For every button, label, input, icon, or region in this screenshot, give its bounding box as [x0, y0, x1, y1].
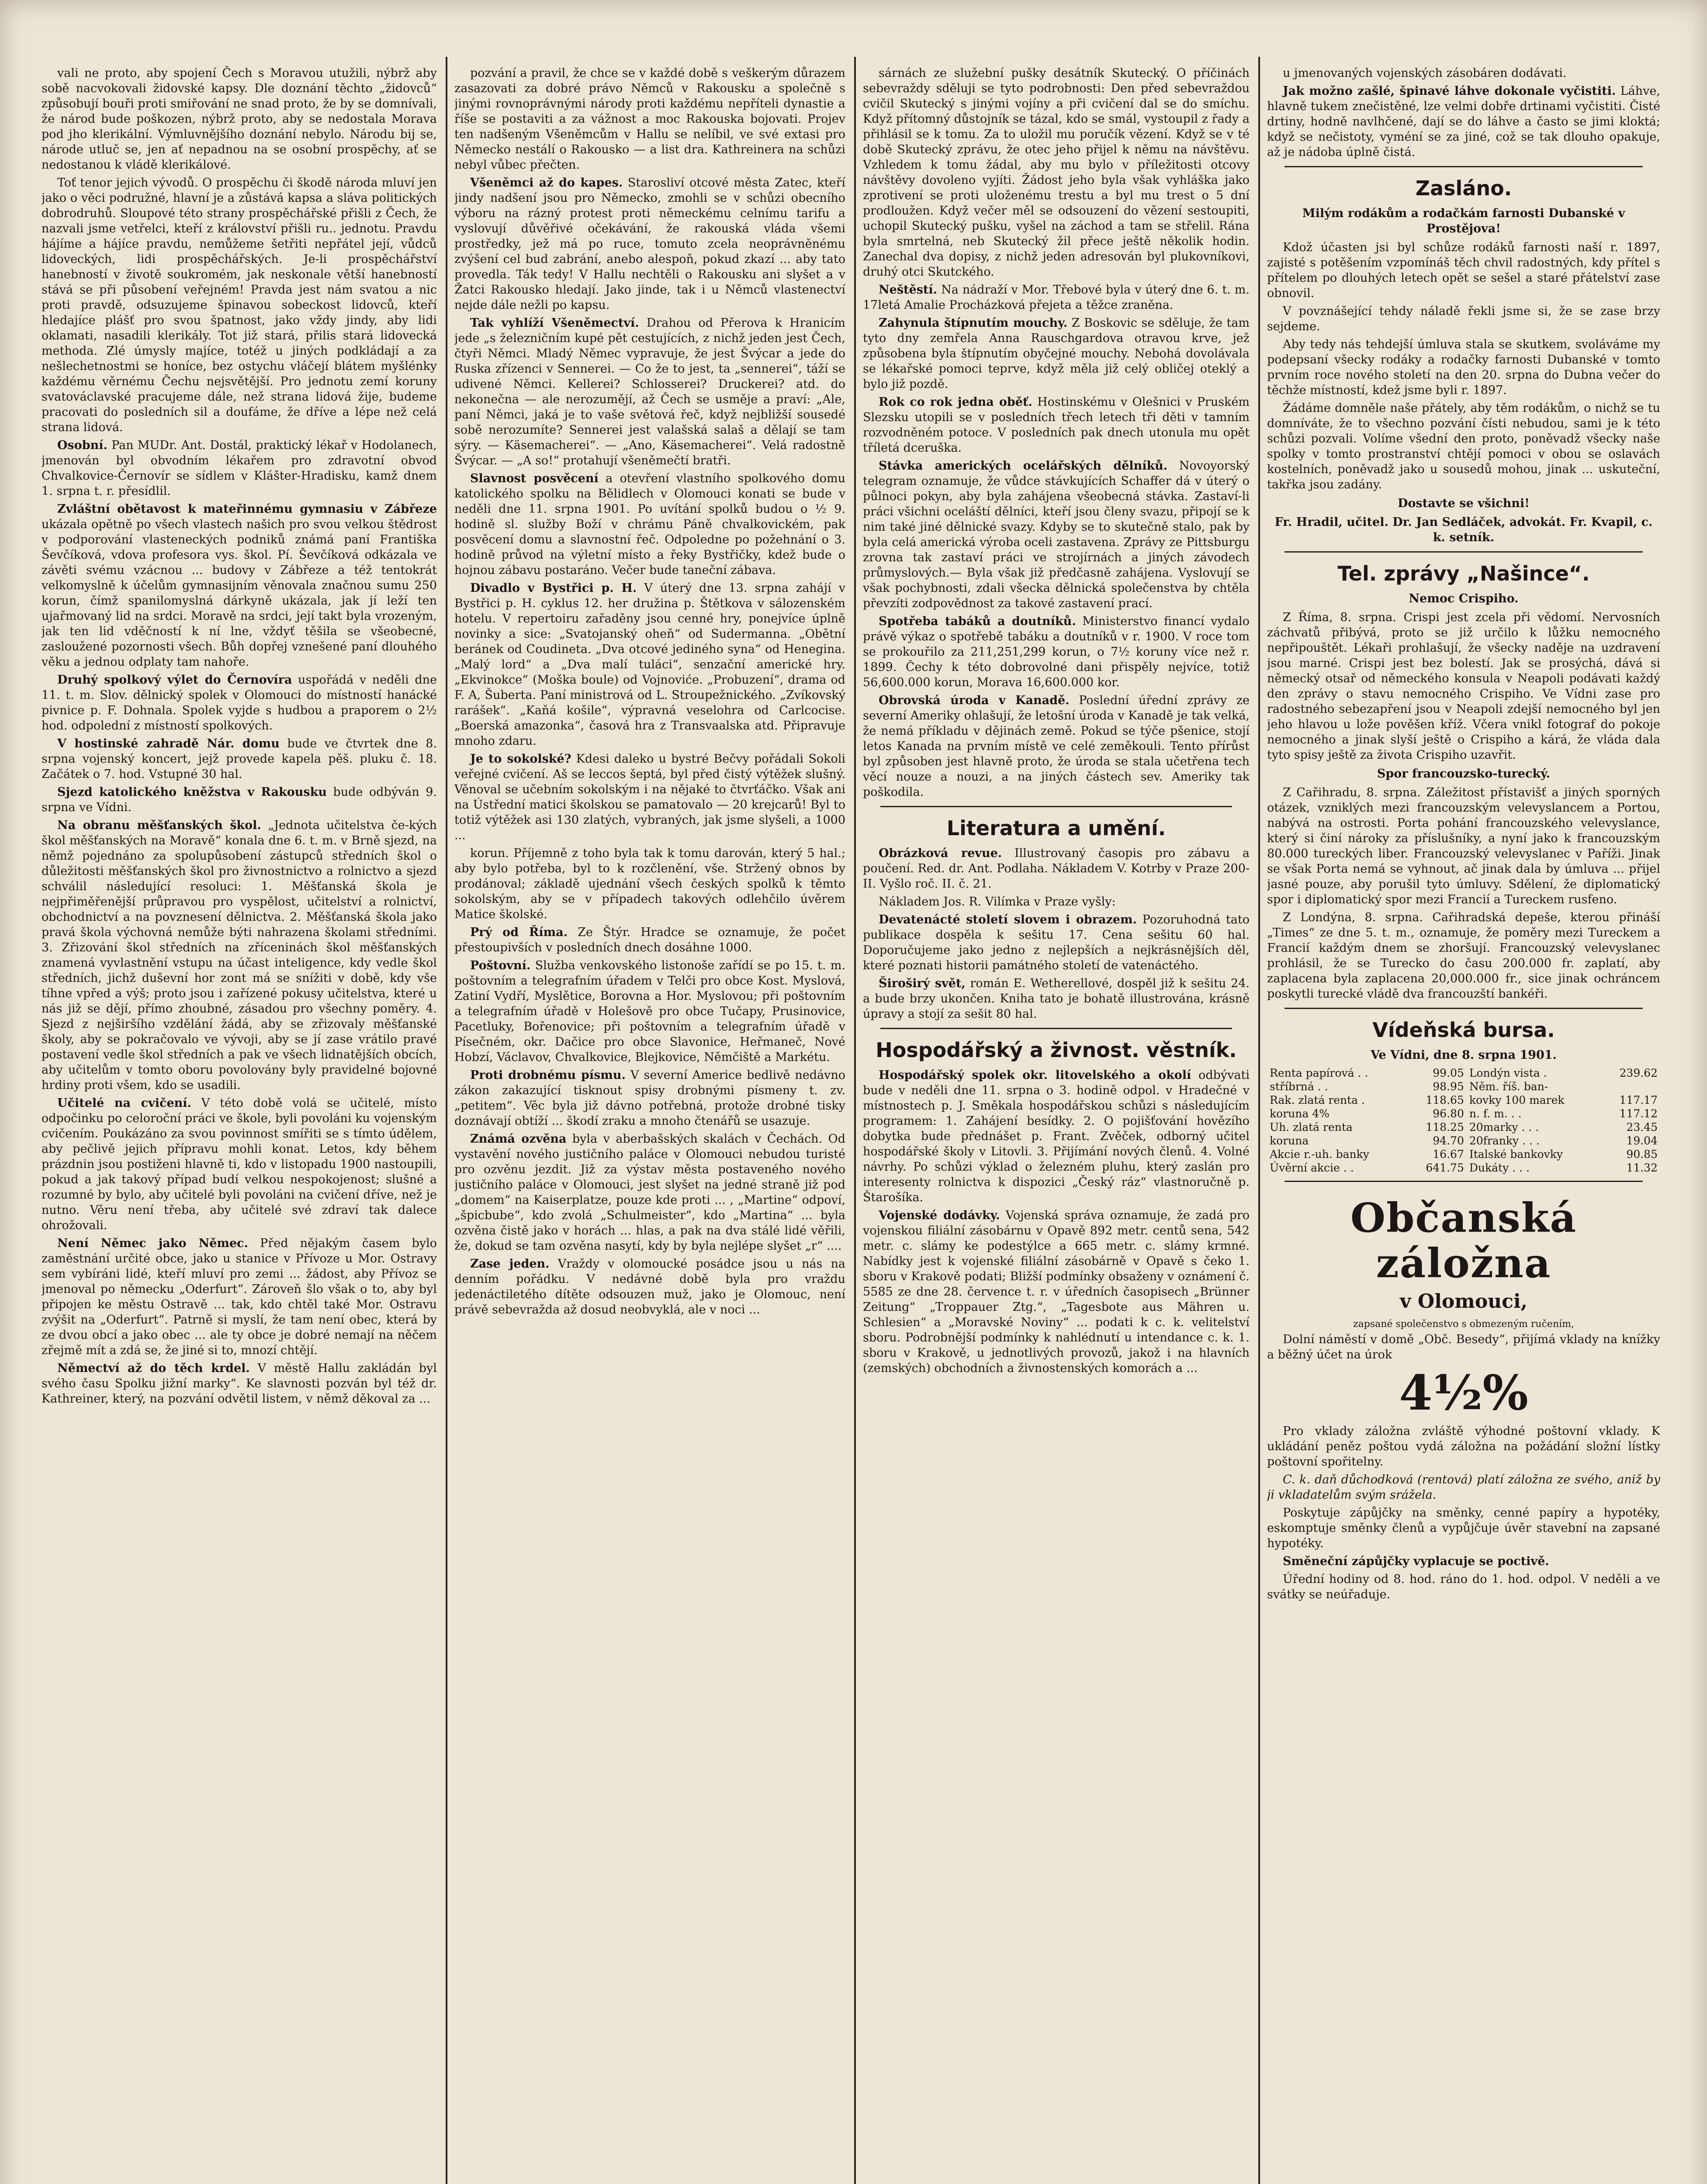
section-heading-literatura: Literatura a umění. — [946, 816, 1166, 840]
article-paragraph: Učitelé na cvičení. V této době volá se učitelé, místo odpočinku po celoroční práci ve škole, byli povoláni ku vojenským cvičením. Poukázáno za svou povinnost smířiti se s tímto údělem, aby pečlivě jejich přípravu mohli konat. Letos, kdy během prázdnin jsou postiženi hlavně ti, kdo v listopadu 1900 nastoupili, pokud a jak takový případ budí velkou nespokojenost; slušné a rozumné by bylo, aby učitelé byli povoláni na cvičení dříve, než je nutno. Věru není třeba, aby učitelé své zdraví tak dalece ohrožovali. — [42, 1096, 437, 1232]
column-1 — [42, 66, 437, 2184]
section-divider — [880, 806, 1232, 807]
section-divider — [1285, 166, 1643, 167]
article-paragraph: V povznášející tehdy náladě řekli jsme si, že se zase brzy sejdeme. — [1267, 304, 1660, 333]
article-paragraph: Osobní. Pan MUDr. Ant. Dostál, praktický lékař v Hodolanech, jmenován byl obvodním lékařem pro zdravotní obvod Chvalkovice-Černovír se sídlem v Klášter-Hradisku, kamž dnem 1. srpna t. r. přesídlil. — [42, 439, 437, 498]
article-paragraph: Toť tenor jejich vývodů. O prospěchu či škodě národa mluví jen jako o věci podružné, hlavní je a zůstává kapsa a sláva politických dobrodruhů. Sloupové této strany prospěchářské přišli z Čech, že nazvali jsme vetřelci, kteří z království přišli ru.. jednotu. Pravdu hájíme a hájíce pravdu, nemůžeme šetřiti nepřátel její, vůdců lidoveckých, lidi prospěchářských. Je-li prospěchářství hanebností v životě soukromém, jak neskonale větší hanebností stává se při působení veřejném! Pravda jest nám svatou a nic proti pravdě, odsuzujeme špinavou sobeckost lidovců, kteří hledajíce plášť pro svou špatnost, jako vždy jindy, aby lidi oklamati, nasadili klerikály. Tot již stará, přilis stará lidovecká methoda. Zlé úmysly majíce, totéž u jiných podkládají a za nešlechetnostmi se honíce, bez ostychu vláčejí blátem myšlénky každému věrnému Čechu nejsvětější. Pro jednotu zemí koruny svatováclavské pracujeme dále, než strana lidová žije, budeme pracovati do posledních sil a doufáme, že dříve a lépe než celá strana lidová. — [42, 176, 437, 434]
article-paragraph: Tak vyhlíží Všeněmectví. Drahou od Přerova k Hranicím jede „s železničním kupé pět cestujících, z nichž jeden jest Čech, čtyři Němci. Mladý Němec vypravuje, že jest Švýcar a jede do Ruska zřízenci v Sennerei. — Co že to jest, ta „sennerei“, táží se udivené Němci. Kellerei? Schlosserei? Druckerei? atd. do nekonečna — ale nerozumějí, až Čech se usměje a praví: „Ale, paní Němci, jaká je to vaše světová řeč, když nejbližší sousedé sobě nerozumíte? Sennerei jest valašská salaš a dělají se tam sýry. — Käsemacherei“. — „Ano, Käsemacherei“. Velá radostně Švýcar. — „A so!“ protahují všeněmečtí bratři. — [454, 316, 845, 467]
column-3 — [863, 66, 1250, 2184]
column-4 — [1267, 66, 1660, 2184]
article-paragraph: Zahynula štípnutím mouchy. Z Boskovic se sděluje, že tam tyto dny zemřela Anna Rauschgardova otravou krve, jež způsobena byla štípnutím obyčejné mouchy. Nebohá dovolávala se lékařské pomoci teprve, když měla již celý obličej oteklý a bylo již pozdě. — [863, 316, 1250, 391]
article-paragraph: Známá ozvěna byla v aberbašských skalách v Čechách. Od vystavění nového justičního paláce v Olomouci nebudou turisté pro ozvěnu jezdit. Již za výstav města postaveného nového justičního paláce v Olomouci, jest slyšet na jedné straně již pod „domem“ na Kaiserplatze, pouze kde proti ... , „Martine“ odpoví, „špicbube“, kdo zvolá „Schulmeister“, kdo „Martina“ ... byla ozvěna čistě jako v horách ... hlas, a pak na dva stálé lidé věřili, že, dokud se tam ozvěna nasytí, kdy by byla nejlépe slyšet „r“ .... — [454, 1132, 845, 1253]
table-row: Uh. zlatá renta 118.25 20marky . . . 23.45 — [1270, 1121, 1658, 1133]
article-paragraph: u jmenovaných vojenských zásobáren dodávati. — [1283, 66, 1567, 80]
section-divider — [1285, 1181, 1643, 1182]
table-row: koruna 4% 96.80 n. f. m. . . 117.12 — [1270, 1107, 1658, 1120]
article-paragraph: Z Říma, 8. srpna. Crispi jest zcela při vědomí. Nervosních záchvatů přibývá, proto se již určilo k lůžku nemocného nepřipouštět. Lékaři prohlašují, že všecky naděje na uzdravení jsou marné. Crispi jest bez bolestí. Jak se prosýchá, dává si německý otsař od německého konsula v Neapoli podávati každý den zprávy o stavu nemocného Crispiho. Ve Vídni zase pro radostného sebezapření jsou v Neapoli zdejší nemocného byl jen jeho hlavou u lože pověšen kříž. Včera vnikl fotograf do pokoje nemocného a jinak slyší ještě o Crispiho a kárá, že vláda dala tyto spisy ještě za života Crispiho uzavřit. — [1267, 611, 1660, 762]
article-paragraph: Stávka amerických ocelářských dělníků. Novoyorský telegram oznamuje, že vůdce stávkujících Schaffer dá v úterý o půlnoci pokyn, aby byla zahájena všeobecná stávka. Zastaví-li práci všichni oceláští dělníci, kteří jsou členy svazu, připojí se k nim také jiné dělnické svazy. Kdyby se to skutečně stalo, pak by byla celá americká výroba oceli zastavena. Zprávy ze Pittsburgu zrovna tak zastaví práci ve strojírnách a jiných závodech průmyslových.— Byla však již předčasně zahájena. Vyslovují se však pochybnosti, zdali všecka dělnická společenstva by chtěla převzíti zodpovědnost za takové zastavení prací. — [863, 459, 1250, 610]
table-row: Úvěrní akcie . . 641.75 Dukáty . . . 11.32 — [1270, 1161, 1658, 1174]
article-paragraph: Žádáme domněle naše přátely, aby těm rodákům, o nichž se tu domníváte, že to všechno pozvání čísti nebudou, sami je k této schůzi pozvali. Volíme všední den proto, poněvadž všecky naše spolky v tomto prostranství chtějí pomoci v obou se oslavách kostelních, poněvadž jako u sousedů mohou, jinak ... uskuteční, takřka jsou zadány. — [1267, 401, 1660, 491]
article-paragraph: pozvání a pravil, že chce se v každé době s veškerým důrazem zasazovati za dobré právo Němců v Rakousku a společně s jinými rovnoprávnými národy proti každému nepříteli dynastie a říše se postaviti a za vážnost a moc Rakouska bojovati. Projev ten nadšeným Všeněmcům v Hallu se nelíbil, ve své extasi pro Německo nestálí o Rakousko — a list dra. Kathreinera na schůzi nebyl vůbec přečten. — [454, 66, 845, 172]
section-heading-zaslano: Zasláno. — [1415, 176, 1512, 200]
section-divider — [880, 1028, 1232, 1029]
article-paragraph: vali ne proto, aby spojení Čech s Moravou utužili, nýbrž aby sobě nacvokovali židovské kapsy. Dle doznání těchto „židovců“ způsobují bouři proti smiřování ne snad proto, že by se domnívali, že národ bude poškozen, nýbrž proto, aby se nedostala Morava pod jho klerikální. Výmluvnějšího doznání nebylo. Národu bij se, národe utluč se, jen ať nepadnou na se osobní prospěchy, ať se nedostanou k vládě klerikálové. — [42, 66, 437, 172]
article-paragraph: Zase jeden. Vraždy v olomoucké posádce jsou u nás na denním pořádku. V nedávné době byla pro vraždu jedenáctiletého dítěte odsouzen muž, jako je Olomouc, není právě sebevražda až dosud neobvyklá, ale v noci ... — [454, 1257, 845, 1317]
article-paragraph: Prý od Říma. Ze Štýr. Hradce se oznamuje, že počet přestoupivších v posledních dnech dosáhne 1000. — [454, 926, 845, 954]
article-paragraph: Obrovská úroda v Kanadě. Poslední úřední zprávy ze severní Ameriky ohlašují, že letošní úroda v Kanadě je tak velká, že nemá příkladu v dějinách země. Pokud se týče pšenice, stojí letos Kanada na prvním místě ve celé zeměkouli. Tento přírůst byl způsoben jest hlavně proto, že úroda se stala učetřena tech věcí nouze a nouzi, a na jiných částech sev. Ameriky tak poškodila. — [863, 694, 1250, 799]
zaslano-closing: Dostavte se všichni! — [1397, 497, 1530, 510]
article-paragraph: Není Němec jako Němec. Před nějakým časem bylo zaměstnání určité obce, jako u stanice v Přívoze u Mor. Ostravy sem vybíráni lidé, kteří mluví pro zemi ... žádost, aby Přívoz se jmenoval po německu „Oderfurt“. Zároveň šlo však o to, aby byl připojen ke městu Ostravě ... tak, kdo chtěl také Mor. Ostravu zvýšit na „Oderfurt“. Patrně si myslí, že tam není obec, která by ze dvou obcí a jako obec ... ale ty obce je dobré nemají na něčem zřejmě mít a zdá se, že jiné si to, mnozí chtějí. — [42, 1237, 437, 1357]
table-row: koruna 94.70 20franky . . . 19.04 — [1270, 1134, 1658, 1147]
table-row: stříbrná . . 98.95 Něm. říš. ban- — [1270, 1080, 1548, 1093]
table-row: Renta papírová . . 99.05 Londýn vista . 239.62 — [1270, 1067, 1658, 1079]
article-paragraph: Slavnost posvěcení a otevření vlastního spolkového domu katolického spolku na Bělidlech v Olomouci konati se bude v neděli dne 11. srpna 1901. Po uvítání spolků budou o ½ 9. hodině sl. služby Boží v chrámu Páně chvalkovickém, pak posvěcení domu a slavnostní řeč. Odpoledne po požehnání o 3. hodině průvod na výletní místo a řeky Bystřičky, kdež bude o hojnou zábavu postaráno. Večer bude taneční zábava. — [454, 472, 845, 577]
article-paragraph: Nákladem Jos. R. Vilímka v Praze vyšly: — [879, 895, 1116, 909]
advert-paragraph: Pro vklady záložna zvláště výhodné poštovní vklady. K ukládání peněz poštou vydá záložna na požádání složní lístky poštovní spořitelny. — [1267, 1424, 1660, 1469]
article-paragraph: Němectví až do těch krdel. V městě Hallu zakládán byl svého času Spolku jižní marky“. Ke slavnosti pozván byl též dr. Kathreiner, který, na pozvání odvětil listem, v němž děkoval za ... — [42, 1362, 437, 1406]
article-paragraph: Široširý svět, román E. Wetherellové, dospěl již k sešitu 24. a bude brzy ukončen. Kniha tato je bohatě illustrována, krásně úpravy a stojí za sešit 80 hal. — [863, 977, 1250, 1021]
section-heading-hospodarsky: Hospodářský a živnost. věstník. — [876, 1038, 1237, 1062]
zaslano-subheading: Milým rodákům a rodačkám farnosti Dubanské v Prostějova! — [1302, 207, 1625, 235]
section-heading-telegrams: Tel. zprávy „Našince“. — [1337, 562, 1590, 585]
bursa-date: Ve Vídni, dne 8. srpna 1901. — [1371, 1048, 1557, 1062]
advert-paragraph: Úřední hodiny od 8. hod. ráno do 1. hod. odpol. V neděli a ve svátky se neúřaduje. — [1267, 1572, 1660, 1601]
article-paragraph: sárnách ze služební pušky desátník Skutecký. O příčinách sebevraždy sděluji se tyto podrobnosti: Den před sebevraždou cvičil Skutecký s jinými vojíny a při cvičení dal se do smíchu. Když přítomný důstojník se tázal, kdo se smál, vystoupil z řady a přihlásil se k tomu. Za to uložil mu poručík vězení. Když se v té době Skutecký zprávu, že otec jeho přijel k němu na návštěvu. Vzhledem k tomu žádal, aby mu bylo v příležitosti otcovy návštěvy dovoleno vyjíti. Žádost jeho byla však vyhláška jako zprotivení se proti uloženému trestu a byl mu trest o 5 dní prodloužen. Když večer měl se odsouzení do vězení sestoupiti, uchopil Skutecký pušku, vyšel na záchod a tam se střelil. Rána byla smrtelná, neb Skutecký žil přece ještě několik hodin. Zanechal dva dopisy, z nichž jeden adresován byl plukovníkovi, druhý otci Skutckého. — [863, 66, 1250, 279]
article-paragraph: Neštěstí. Na nádraží v Mor. Třebové byla v úterý dne 6. t. m. 17letá Amalie Procházková přejeta a těžce zraněna. — [863, 283, 1250, 312]
zaslano-signers: Fr. Hradil, učitel. Dr. Jan Sedláček, advokát. Fr. Kvapil, c. k. setník. — [1274, 515, 1653, 544]
article-paragraph: Divadlo v Bystřici p. H. V úterý dne 13. srpna zahájí v Bystřici p. H. cyklus 12. her družina p. Štětkova v sálozenském hotelu. V repertoiru zařaděny jsou cenné hry, ponejvíce úplně novinky a sice: „Svatojanský oheň“ od Sudermanna. „Obětní beránek od Coudineta. „Dva otcové jediného syna“ od Henegina. „Malý lord“ a „Dva malí tuláci“, senzační americké hry. „Ekvinokce“ (Moška boule) od Vojnoviće. „Probuzení“, drama od F. A, Šuberta. Paní ministrová od L. Stroupežnického. „Zvíkovský rarášek“. „Kaňá košile“, výpravná veselohra od Carlcocise. „Boerská amazonka“, časová hra z Transvaalska atd. Připravuje mnoho zdaru. — [454, 581, 845, 748]
advert-paragraph: Poskytuje zápůjčky na směnky, cenné papíry a hypotéky, eskomptuje směnky členů a vypůjčuje úvěr stavební na zapsané hypotéky. — [1267, 1506, 1660, 1550]
advert-city: v Olomouci, — [1400, 1290, 1527, 1313]
column-rule — [446, 57, 447, 2184]
column-rule — [1258, 57, 1260, 2184]
exchange-rates-table — [1267, 1066, 1660, 1175]
telegram-subheading: Spor francouzsko-turecký. — [1377, 767, 1551, 781]
article-paragraph: Z Londýna, 8. srpna. Cařihradská depeše, kterou přináší „Times“ ze dne 5. t. m., oznamuje, že poměry mezi Tureckem a Francií každým dnem se zhoršují. Francouzský velevyslanec prohlásil, že se Turecko do času 200.000 fr. zaplatí, aby zaplacena byla zaplacena 20,000.000 fr., sice jinak ochráncem poskytli turecké vládě dva francouzští bankéři. — [1267, 911, 1660, 1001]
telegram-subheading: Nemoc Crispiho. — [1409, 592, 1519, 605]
article-paragraph: Proti drobnému písmu. V severní Americe bedlivě nedávno zákon zakazující tisknout spisy drobnými písmeny t. zv. „petitem“. Věc byla již dávno potřebná, protože drobné tisky doznávají obtíží ... škodí zraku a mnoho čtenářů se usazuje. — [454, 1068, 845, 1128]
article-paragraph: Poštovní. Služba venkovského listonoše zařídí se po 15. t. m. poštovním a telegrafním úřadem v Telči pro obce Kost. Myslová, Zatiní Vydří, Myslětice, Borovna a Hor. Myslovou; při poštovním a telegrafním úřadě v Holešově pro obce Tučapy, Prusinovice, Pacetluky, Bořenovice; při poštovním a telegrafním úřadě v Písečném, okr. Dačice pro obce Slavonice, Heřmaneč, Nové Hobzí, Václavov, Chvalkovice, Blejkovice, Němčiště a Markétu. — [454, 959, 845, 1064]
article-paragraph: Na obranu měšťanských škol. „Jednota učitelstva če-kých škol měšťanských na Moravě“ konala dne 6. t. m. v Brně sjezd, na němž pojednáno za spolupůsobení zástupců středních škol o důležitosti měšťanských škol pro živnostnictvo a rolnictvo a sjezd schválil následující resoluci: 1. Měšťanská škola je nejpřiměřenější průpravou pro vyspělost, učitelství a rolnictví, obchodnictví a na povznesení dělnictva. 2. Měšťanská škola jako pravá škola výchovná nemůže býti nahrazena školami středními. 3. Zřizování škol středních na zříceninách škol měšťanských znamená vyvlastnění vstupu na účast inteligence, kdy vedle škol středních, jichž duševní hor zont má se snížiti v době, kdy vše tíhne vpřed a výš; proto jsou i zařízené pokusy učitelstva, které u nás již se dějí, přímo zhoubné, zásadou pro všechny poměry. 4. Sjezd z nejširšího vzdělání žádá, aby se zřizovaly měšťanské školy, aby se pokračovalo ve vývoji, aby se jí zase vrátilo pravé postavení vedle škol středních a pak ve všech lidnatějších obcích, aby učitelům v tomto oboru povolovány byly pravidelné bojovné hrdiny proti všem, kdo se usadili. — [42, 819, 437, 1092]
article-paragraph: Vojenské dodávky. Vojenská správa oznamuje, že zadá pro vojenskou filiální zásobárnu v Opavě 892 metr. centů sena, 542 metr. c. slámy ke podestýlce a 665 metr. c. slámy krmné. Nabídky jest k vojenské filiální zásobárně v Opavě s čeko 1. sboru v Krakově podati; Bližší podmínky obsaženy v oznámení č. 5585 ze dne 28. července t. r. v úředních časopisech „Brünner Zeitung“ „Troppauer Ztg.“, „Tagesbote aus Mähren u. Schlesien“ a „Moravské Noviny“ ... podati k c. k. velitelství sboru. Podrobnější podmínky k nahlédnutí u intendance c. k. 1. sboru v Krakově, u jednotlivých provozů, jakož i na hlavních (zemských) obchodních a živnostenských komorách a ... — [863, 1209, 1250, 1375]
advert-paragraph: C. k. daň důchodková (rentová) platí záložna ze svého, aniž by ji vkladatelům svým srážela. — [1267, 1473, 1660, 1502]
article-paragraph: Druhý spolkový výlet do Černovíra uspořádá v neděli dne 11. t. m. Slov. dělnický spolek v Olomouci do místností hanácké pivnice p. F. Dohnala. Spolek vyjde s hudbou a praporem o 2½ hod. odpolední z místností spolkových. — [42, 673, 437, 733]
advert-paragraph: Směneční zápůjčky vyplacuje se poctivě. — [1283, 1555, 1549, 1568]
article-paragraph: Hospodářský spolek okr. litovelského a okolí odbývati bude v neděli dne 11. srpna o 3. hodině odpol. v Hradečné v místnostech p. J. Směkala hospodářskou schůzi s následujícím programem: 1. Zahájení besídky. 2. O pojišťování hovězího dobytka bude přednášet p. Frant. Zvěček, odborný učitel hospodářské školy v Litovli. 3. Přijímání nových členů. 4. Volné návrhy. Po schůzi výklad o železném pluhu, který zaslán pro interesenty rolnictva k dispozici „Český ráz“ vlastnoručně p. Štarošíka. — [863, 1068, 1250, 1204]
article-paragraph: Obrázková revue. Illustrovaný časopis pro zábavu a poučení. Red. dr. Ant. Podlaha. Nákladem V. Kotrby v Praze 200-II. Vyšlo roč. II. č. 21. — [863, 847, 1250, 891]
article-paragraph: korun. Příjemně z toho byla tak k tomu darován, který 5 hal.; aby bylo potřeba, byl to k rozčlenění, vše. Stržený obnos by prodánoval; základě ujednání všech českých spolků k těmto sokolským, aby se v případech takových odlehčilo úvěrem Matice školské. — [454, 847, 845, 921]
advert-title: Občanská záložna — [1350, 1194, 1577, 1287]
article-paragraph: V hostinské zahradě Nár. domu bude ve čtvrtek dne 8. srpna vojenský koncert, jejž provede kapela pěš. pluku č. 18. Začátek o 7. hod. Vstupné 30 hal. — [42, 737, 437, 781]
section-divider — [1285, 1008, 1643, 1009]
article-paragraph: Sjezd katolického kněžstva v Rakousku bude odbýván 9. srpna ve Vídni. — [42, 785, 437, 814]
article-paragraph: Spotřeba tabáků a doutníků. Ministerstvo financí vydalo právě výkaz o spotřebě tabáku a doutníků v r. 1900. V roce tom se prokouřilo za 211,251,299 korun, o 7½ koruny více než r. 1899. Čechy k této dobrovolné dani přispěly nejvíce, totiž 56,600.000 korun, Morava 16,600.000 kor. — [863, 615, 1250, 689]
section-divider — [1285, 551, 1643, 553]
article-paragraph: Z Cařihradu, 8. srpna. Záležitost přístavišť a jiných sporných otázek, vzniklých mezi francouzským velevyslancem a Portou, nabývá na ostrosti. Porta pohání francouzského velevyslance, který si činí nároky za příslušníky, a nyní jako k francouzským 80.000 tureckých liber. Francouzský velevyslanec v Paříži. Jinak se však Porta nemá se vyhnout, ač jinak dala by úmluva ... přijel jasné pouze, aby porušil tyto úmluvy. Sdělení, že diplomatický spor i diplomatický spor mezi Francií a Tureckem rusfeno. — [1267, 786, 1660, 906]
article-paragraph: Kdož účasten jsi byl schůze rodáků farnosti naší r. 1897, zajisté s potěšením vzpomínáš těch chvil radostných, kdy přítel s přítelem po dlouhých letech opět se sešel a staré přátelství zase obnovil. — [1267, 241, 1660, 300]
advert-subtitle: zapsané společenstvo s obmezeným ručením, — [1353, 1319, 1574, 1330]
section-heading-bursa: Vídeňská bursa. — [1372, 1018, 1555, 1042]
table-row: Akcie r.-uh. banky 16.67 Italské bankovky 90.85 — [1270, 1148, 1658, 1161]
article-paragraph: Všeněmci až do kapes. Starosliví otcové města Zatec, kteří jindy nadšení jsou pro Německo, zmohli se v schůzi obecního výboru na rázný protest proti německému celnímu tarifu a vyslovují důvěřivé očekávání, že rakouská vláda všemi prostředky, jež má po ruce, tomuto zcela neoprávněnému zvýšení cel bud zabrání, anebo alespoň, pokud zkazí ... aby tato provedla. Ták tedy! V Hallu nechtěli o Rakousku ani slyšet a v Žatci Rakousko hledají. Jako jinde, tak i u Němců vlastenectví nejde dále nežli po kapsu. — [454, 176, 845, 312]
article-paragraph: Je to sokolské? Kdesi daleko u bystré Bečvy pořádali Sokoli veřejné cvičení. Aš se leccos šeptá, byl před čistý výtěžek slušný. Věnoval se učebním sokolským i na nějaké to čtvrťáčko. Však ani na Ústřední matici školskou se pamatovalo — 20 krejcarů! Byl to totiž výtěžek asi 130 zlatých, vybraných, jak jsme slyšeli, a 1000 ... — [454, 752, 845, 842]
article-paragraph: Jak možno zašlé, špinavé láhve dokonale vyčistiti. Láhve, hlavně tukem znečistěné, lze velmi dobře drtinami vyčistiti. Čisté drtiny, hodně navlhčené, dají se do láhve a často se jimi kloktá; když se nečistoty, vyméní se za jiné, což se tak dlouho opakuje, až je nádoba úplně čistá. — [1267, 84, 1660, 159]
advert-interest-rate: 4½% — [1399, 1365, 1528, 1421]
article-paragraph: Devatenácté století slovem i obrazem. Pozoruhodná tato publikace dospěla k sešitu 17. Cena sešitu 60 hal. Doporučujeme jako jedno z nejlepších a nejkrásnějších děl, které poznati historii památného století de vatenáctého. — [863, 913, 1250, 972]
column-rule — [854, 57, 856, 2184]
article-paragraph: Zvláštní obětavost k mateřinnému gymnasiu v Zábřeze ukázala opětně po všech vlastech našich pro svou velkou štědrost v podporování vlasteneckých podniků známá paní Františka Ševčíková, vdova profesora vys. škol. Pí. Ševčíková odkázala ve závěti svému vzácnou ... budovy v Zábřeze a též tentokrát velkomyslně k účelům gymnasijním věnovala značnou sumu 250 korun, čímž spanilomyslná dárkyně ukázala, jak jí leží ten ujařmovaný lid na srdci. Moravě na srdci, její takt byla vrozeným, jak ten lid vděčností k ní lne, vždyť těšila se všeobecné, zasloužené pozornosti všech. Bůh dopřej vznešené paní dlouhého věku a jednou odplaty tam nahoře. — [42, 502, 437, 669]
advert-paragraph: Dolní náměstí v domě „Obč. Besedy“, přijímá vklady na knížky a běžný účet na úrok — [1267, 1333, 1660, 1362]
article-paragraph: Aby tedy nás tehdejší úmluva stala se skutkem, svoláváme my podepsaní všecky rodáky a rodačky farnosti Dubanské v tomto prvním roce nového století na den 20. srpna do Dubna večer do těchže místností, kdež jsme byli r. 1897. — [1267, 338, 1660, 397]
column-2 — [454, 66, 845, 2184]
article-paragraph: Rok co rok jedna oběť. Hostinskému v Olešnici v Pruském Slezsku utopili se v posledních třech letech tři děti v tamním rozvodněném potoce. V posledních pak dnech utonula mu opět tříletá dceruška. — [863, 395, 1250, 455]
table-row: Rak. zlatá renta . 118.65 kovky 100 marek 117.17 — [1270, 1094, 1658, 1106]
